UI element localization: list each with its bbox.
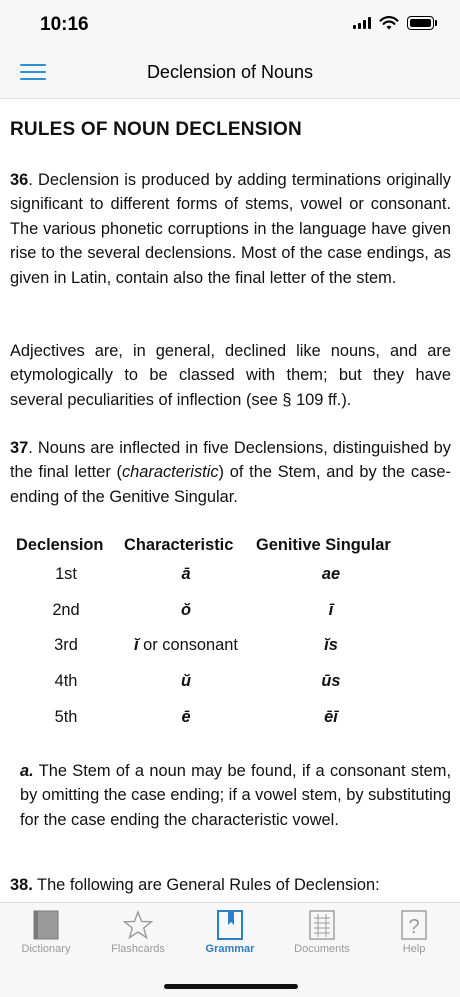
genitive-cell: ūs: [321, 672, 341, 691]
paragraph-38: 38. The following are General Rules of Declension:: [10, 876, 380, 894]
characteristic-cell: ā: [181, 565, 191, 584]
column-header: Declension: [16, 535, 104, 554]
genitive-cell: ī: [328, 600, 334, 619]
paragraph-adjectives: Adjectives are, in general, declined like nouns, and are etymologically to be classed with them; but they have several peculiarities of inflection (see § 109 ff.).: [10, 342, 451, 409]
page-title: Declension of Nouns: [146, 62, 314, 82]
documents-icon: [307, 909, 337, 941]
table-row: [12, 557, 410, 593]
question-icon: [399, 909, 429, 941]
emphasis-text: characteristic: [121, 463, 219, 482]
declension-cell: 3rd: [54, 636, 78, 655]
cellular-signal-icon: [353, 17, 371, 29]
column-header: Characteristic: [124, 535, 234, 554]
paragraph-number: 37: [10, 439, 29, 457]
tab-bar: [0, 902, 460, 997]
battery-icon: [407, 16, 434, 30]
table-header-row: [12, 533, 410, 557]
tab-documents[interactable]: Documents: [276, 909, 368, 955]
book-icon: [31, 909, 61, 941]
declension-cell: 2nd: [52, 600, 80, 619]
paragraph-number: 38.: [10, 876, 33, 894]
status-time: 10:16: [40, 14, 89, 35]
star-icon: [123, 909, 153, 941]
declension-cell: 4th: [54, 672, 78, 691]
tab-dictionary[interactable]: Dictionary: [0, 909, 92, 955]
table-row: [12, 593, 410, 629]
tab-grammar[interactable]: Grammar: [184, 909, 276, 955]
paragraph-37: 37. Nouns are inflected in five Declensions, distinguished by the final letter (characteristic) of the Stem, and by the case-ending of the Genitive Singular.: [10, 439, 451, 506]
home-indicator[interactable]: [164, 984, 298, 989]
svg-text:?: ?: [408, 916, 420, 938]
paragraph-text: . Declension is produced by adding terminations originally significant to different forms of stems, vowel or consonant. The various phonetic corruptions in the language have given rise to the several declensions. Most of the case endings, as given in Latin, contain also the final letter of the stem.: [10, 171, 451, 287]
characteristic-cell: ŏ: [180, 600, 191, 619]
wifi-icon: [379, 15, 399, 31]
genitive-cell: ĭs: [324, 636, 338, 655]
declension-table: [12, 533, 410, 735]
status-bar: [0, 0, 460, 48]
status-icons: [353, 15, 434, 31]
navigation-bar: [0, 48, 460, 99]
genitive-cell: ae: [321, 565, 341, 584]
table-row: [12, 664, 410, 700]
declension-cell: 5th: [54, 707, 78, 726]
paragraph-label: a.: [20, 762, 34, 780]
table-row: [12, 628, 410, 664]
column-header: Genitive Singular: [256, 535, 391, 554]
characteristic-cell: ĭ or consonant: [134, 636, 238, 655]
grammar-content[interactable]: [0, 99, 460, 902]
tab-help[interactable]: ? Help: [368, 909, 460, 955]
declension-cell: 1st: [55, 565, 77, 584]
paragraph-36: [10, 168, 451, 290]
paragraph-number: 36: [10, 171, 29, 189]
table-row: [12, 699, 410, 735]
characteristic-cell: ē: [181, 707, 191, 726]
bookmark-book-icon: [215, 909, 245, 941]
characteristic-cell: ŭ: [180, 672, 191, 691]
genitive-cell: ēī: [324, 707, 338, 726]
section-heading: RULES OF NOUN DECLENSION: [10, 119, 302, 140]
paragraph-a: a. The Stem of a noun may be found, if a consonant stem, by omitting the case ending; if a vowel stem, by substituting for the case ending the characteristic vowel.: [20, 762, 451, 829]
tab-flashcards[interactable]: Flashcards: [92, 909, 184, 955]
